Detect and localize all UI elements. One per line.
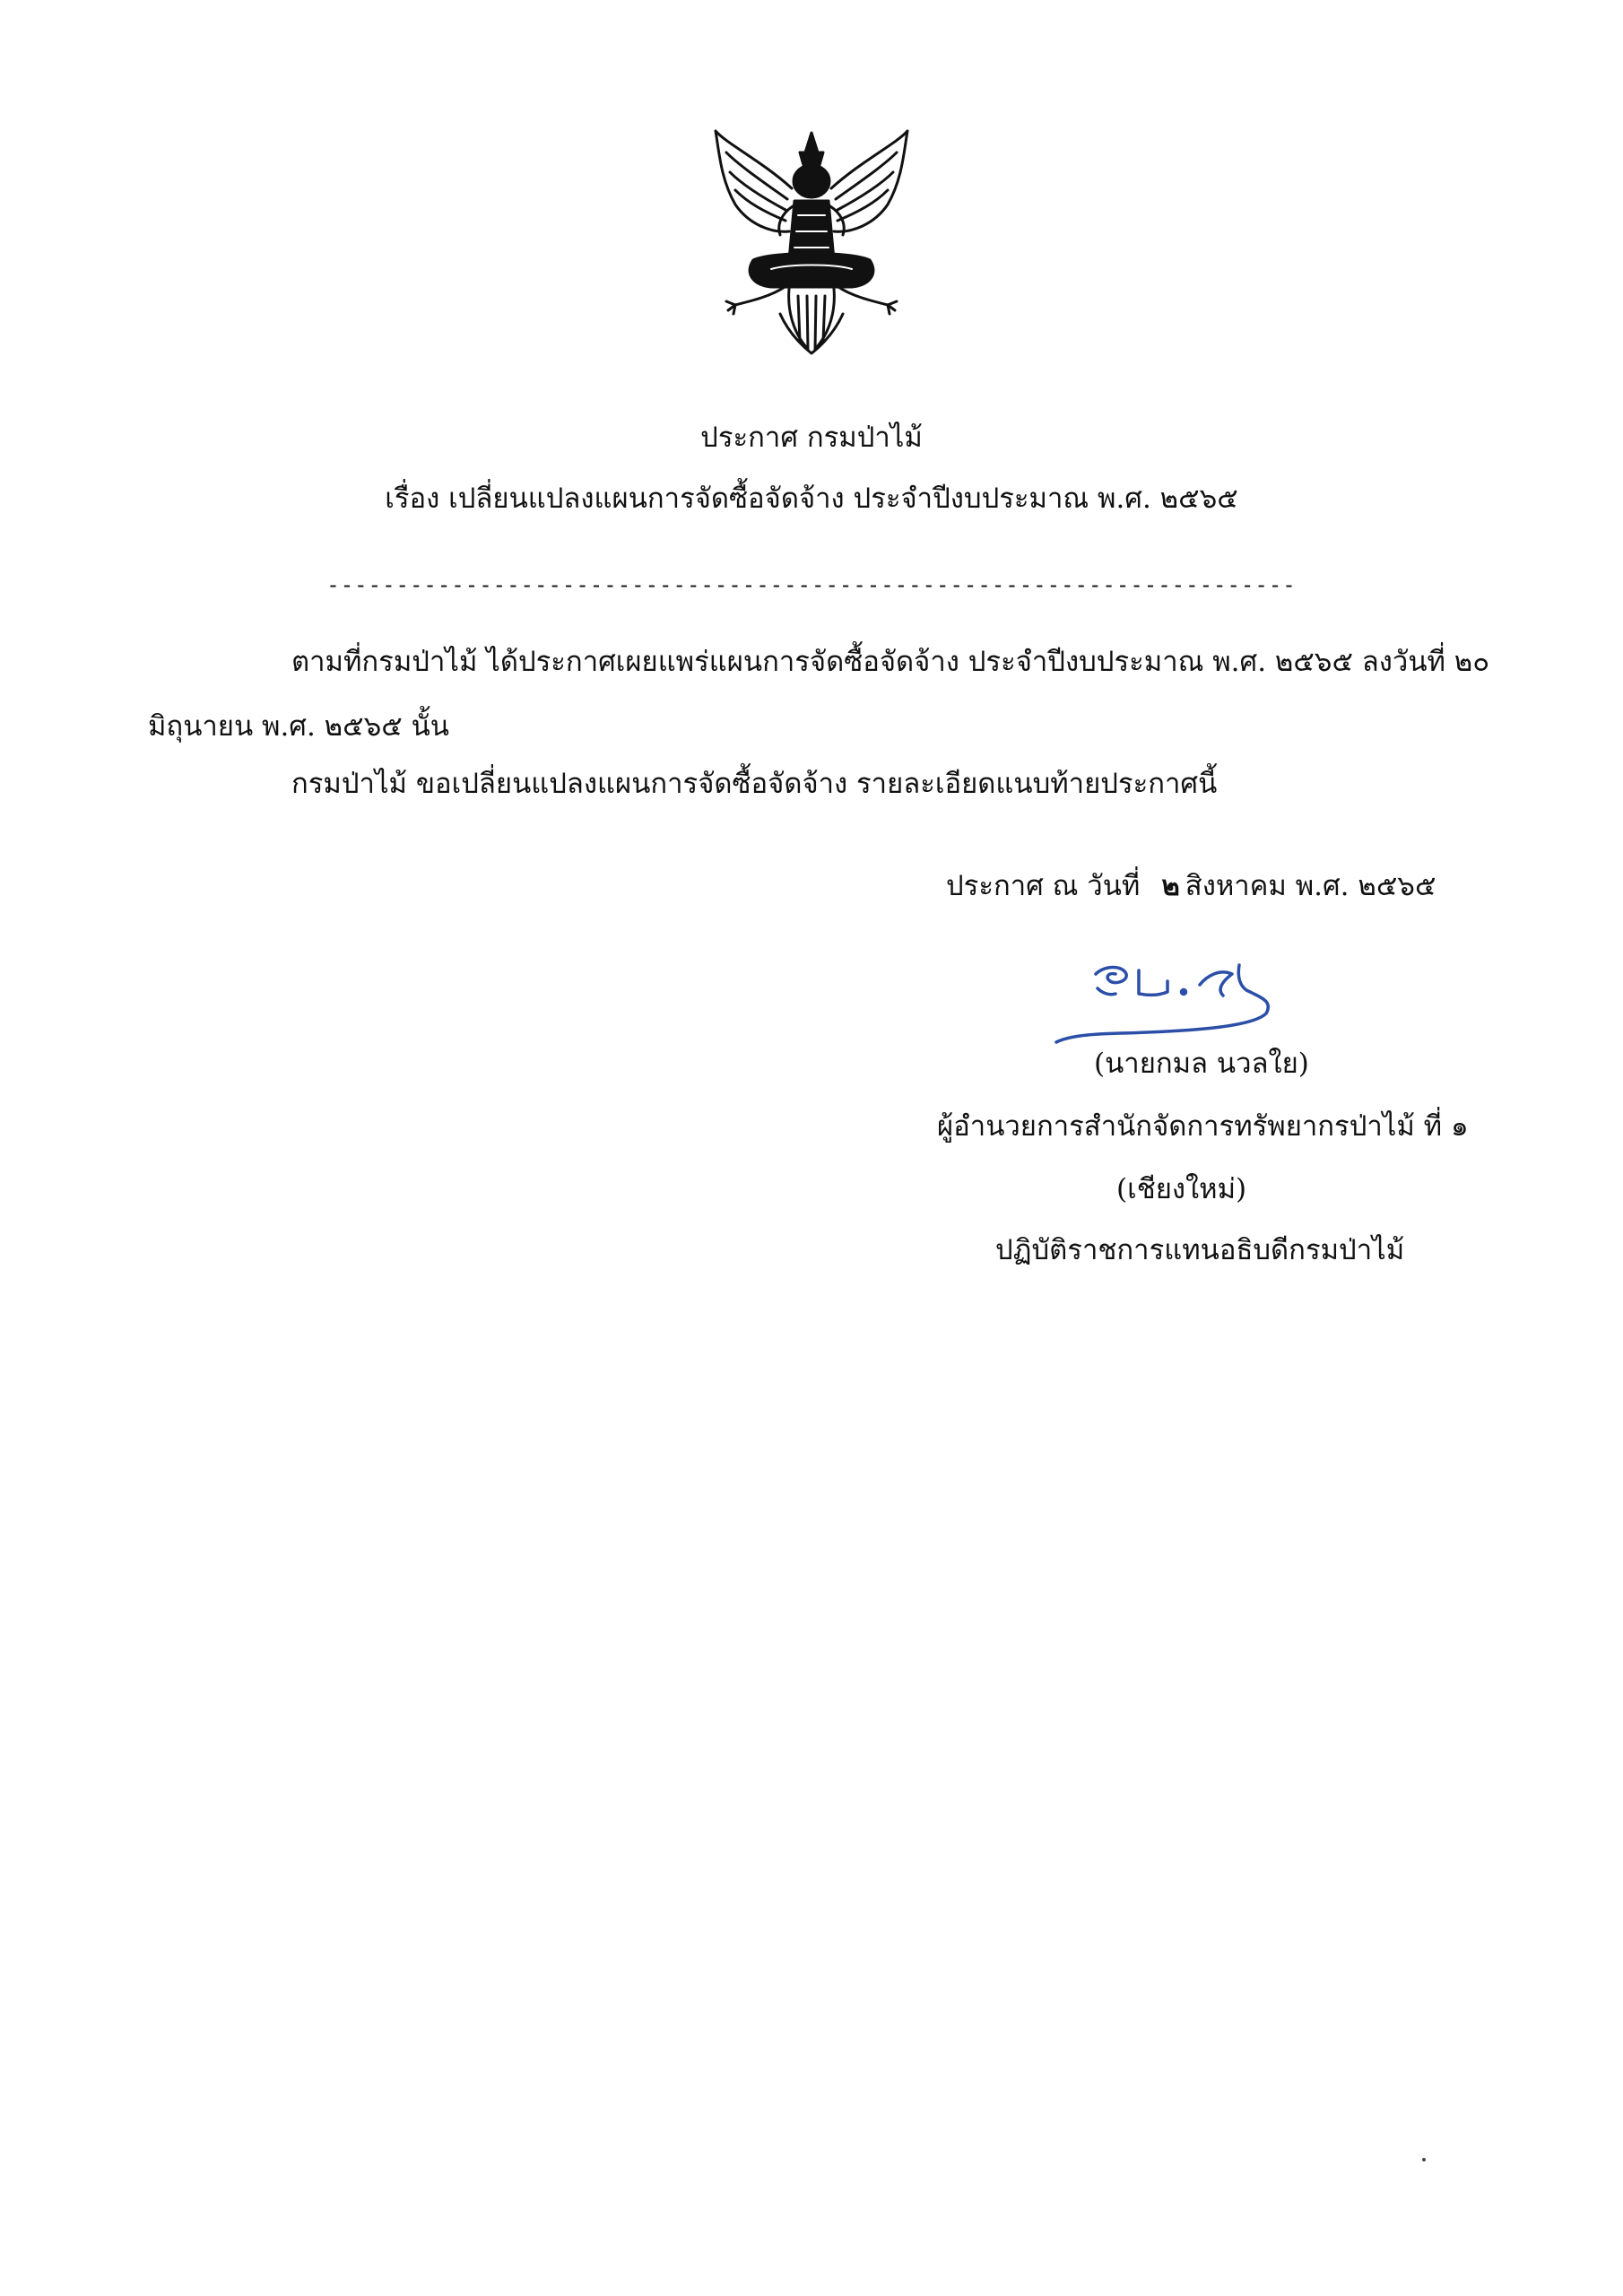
- announcement-date: [946, 868, 1436, 904]
- date-month-year: สิงหาคม พ.ศ. ๒๕๖๕: [1185, 870, 1436, 902]
- date-day: ๒: [1161, 870, 1180, 902]
- signatory-name: (นายกมล นวลใย): [1094, 1048, 1309, 1080]
- body-paragraph-2: กรมป่าไม้ ขอเปลี่ยนแปลงแผนการจัดซื้อจัดจ้าง รายละเอียดแนบท้ายประกาศนี้: [291, 768, 1218, 800]
- signatory-position-line-3: ปฏิบัติราชการแทนอธิบดีกรมป่าไม้: [995, 1234, 1405, 1266]
- garuda-emblem-icon: [699, 126, 924, 359]
- announcement-title: ประกาศ กรมป่าไม้: [700, 422, 923, 454]
- body-paragraph-1-line-2: มิถุนายน พ.ศ. ๒๕๖๕ นั้น: [148, 710, 449, 743]
- scan-speck: [1422, 2158, 1426, 2161]
- body-paragraph-1-line-1: ตามที่กรมป่าไม้ ได้ประกาศเผยแพร่แผนการจัดซื้อจัดจ้าง ประจำปีงบประมาณ พ.ศ. ๒๕๖๕ ลงวันที่ ๒๐: [291, 646, 1490, 678]
- header-divider: ----------------------------------------------------------------------: [326, 572, 1297, 597]
- signatory-position-line-2: (เชียงใหม่): [1116, 1173, 1247, 1205]
- handwritten-signature-icon: [1040, 949, 1345, 1048]
- announcement-subject: เรื่อง เปลี่ยนแปลงแผนการจัดซื้อจัดจ้าง ประจำปีงบประมาณ พ.ศ. ๒๕๖๕: [385, 483, 1238, 515]
- date-prefix: ประกาศ ณ วันที่: [946, 870, 1141, 902]
- signatory-position-line-1: ผู้อำนวยการสำนักจัดการทรัพยากรป่าไม้ ที่ ๑: [937, 1110, 1469, 1143]
